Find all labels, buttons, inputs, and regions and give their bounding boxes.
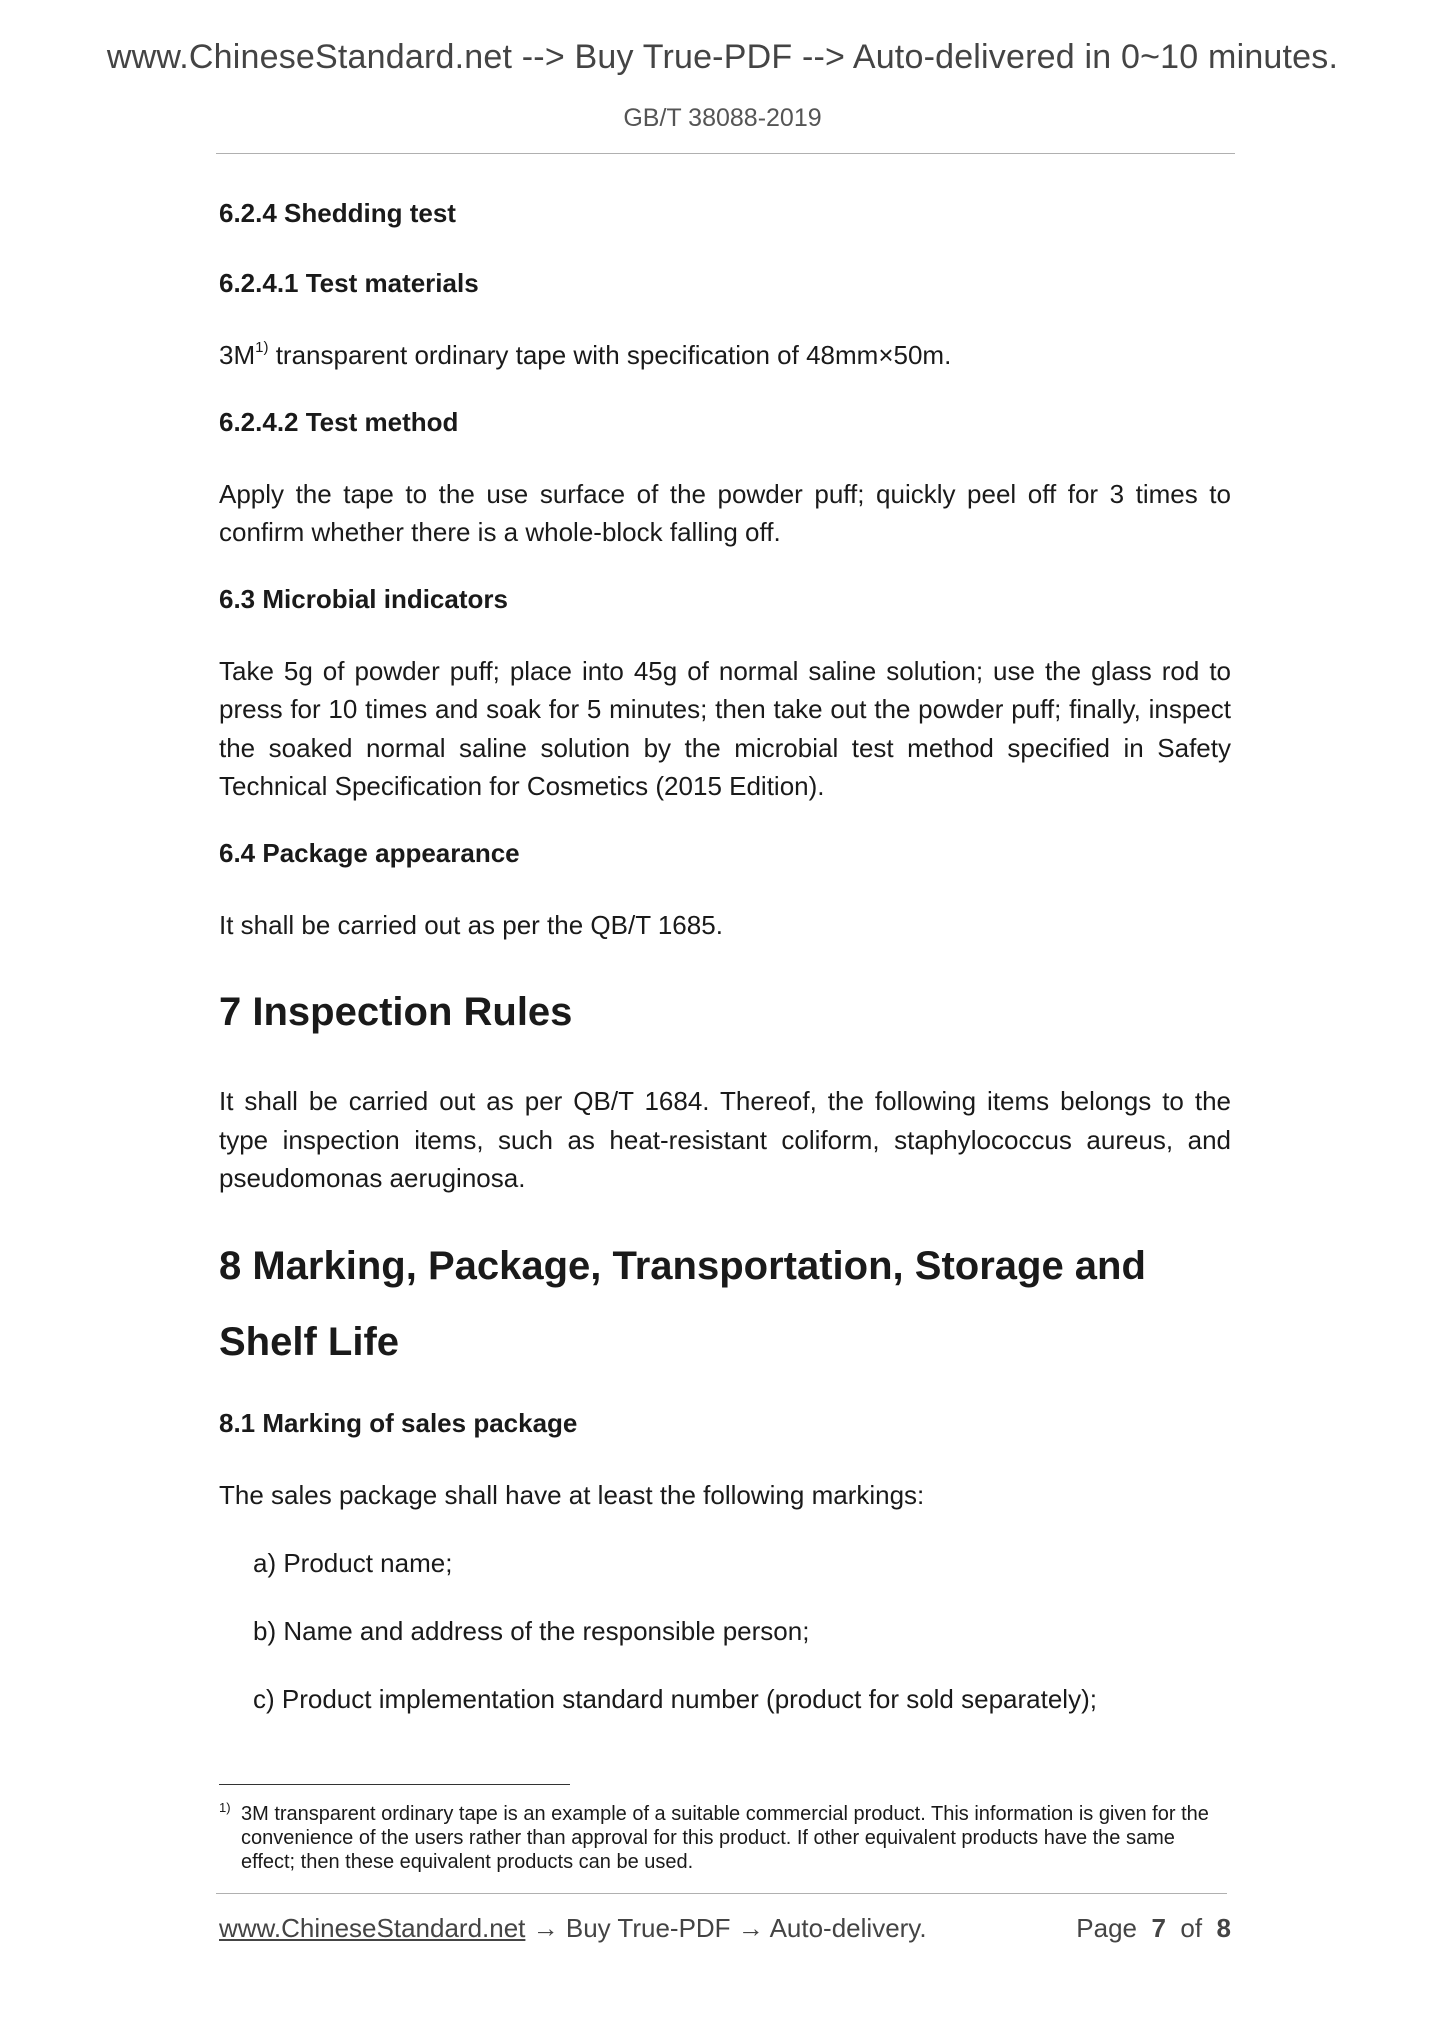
section-6-4-heading: 6.4 Package appearance	[219, 837, 520, 868]
test-materials-paragraph	[219, 336, 1231, 375]
list-item: c) Product implementation standard number (product for sold separately);	[253, 1684, 1097, 1714]
footnote-mark: 1)	[219, 1800, 231, 1815]
marking-intro-paragraph: The sales package shall have at least the following markings:	[219, 1479, 925, 1510]
footer-site-link[interactable]: www.ChineseStandard.net	[219, 1913, 526, 1943]
footer-tagline: → Buy True-PDF → Auto-delivery.	[525, 1913, 927, 1943]
page-content	[219, 196, 1231, 1748]
section-8-1-heading: 8.1 Marking of sales package	[219, 1407, 578, 1438]
section-6-2-4-2-heading: 6.2.4.2 Test method	[219, 406, 459, 437]
header-divider	[216, 153, 1235, 154]
section-6-3-heading: 6.3 Microbial indicators	[219, 583, 508, 614]
top-banner: www.ChineseStandard.net --> Buy True-PDF --> Auto-delivered in 0~10 minutes.	[106, 38, 1339, 76]
section-6-2-4-heading: 6.2.4 Shedding test	[219, 198, 456, 228]
page-label: Page	[1076, 1913, 1138, 1943]
footnote-text: 3M transparent ordinary tape is an example of a suitable commercial product. This information is given for the convenience of the users rather than approval for this product. If other equivalent products have the same effect; then these equivalent products can be used.	[241, 1803, 1209, 1873]
page-total: 8	[1216, 1913, 1231, 1943]
test-materials-text-end: transparent ordinary tape with specification of 48mm×50m.	[268, 340, 952, 370]
page-current: 7	[1151, 1913, 1166, 1943]
section-8-heading: 8 Marking, Package, Transportation, Storage and Shelf Life	[219, 1243, 1146, 1364]
footer-divider	[216, 1893, 1227, 1894]
standard-code: GB/T 38088-2019	[623, 104, 822, 132]
page-counter	[1076, 1913, 1231, 1944]
test-materials-text-start: 3M	[219, 340, 256, 370]
footnote	[219, 1802, 1231, 1874]
footnote-reference[interactable]: 1)	[255, 339, 269, 356]
inspection-rules-paragraph: It shall be carried out as per QB/T 1684. Thereof, the following items belongs to the type inspection items, such as heat-resistant coliform, staphylococcus aureus, and pseudomonas aeruginosa.	[219, 1086, 1231, 1193]
section-6-2-4-1-heading: 6.2.4.1 Test materials	[219, 268, 479, 298]
package-appearance-paragraph: It shall be carried out as per the QB/T 1685.	[219, 909, 723, 940]
test-method-paragraph: Apply the tape to the use surface of the powder puff; quickly peel off for 3 times to confirm whether there is a whole-block falling off.	[219, 478, 1231, 547]
section-7-heading: 7 Inspection Rules	[219, 990, 573, 1034]
of-label: of	[1180, 1913, 1203, 1943]
list-item: b) Name and address of the responsible person;	[253, 1616, 810, 1646]
footnote-divider	[219, 1784, 570, 1785]
microbial-indicators-paragraph: Take 5g of powder puff; place into 45g of normal saline solution; use the glass rod to press for 10 times and soak for 5 minutes; then take out the powder puff; finally, inspect the soaked normal saline solution by the microbial test method specified in Safety Technical Specification for Cosmetics (2015 Edition).	[219, 655, 1231, 801]
page-footer	[219, 1913, 1231, 1944]
list-item: a) Product name;	[253, 1548, 453, 1578]
